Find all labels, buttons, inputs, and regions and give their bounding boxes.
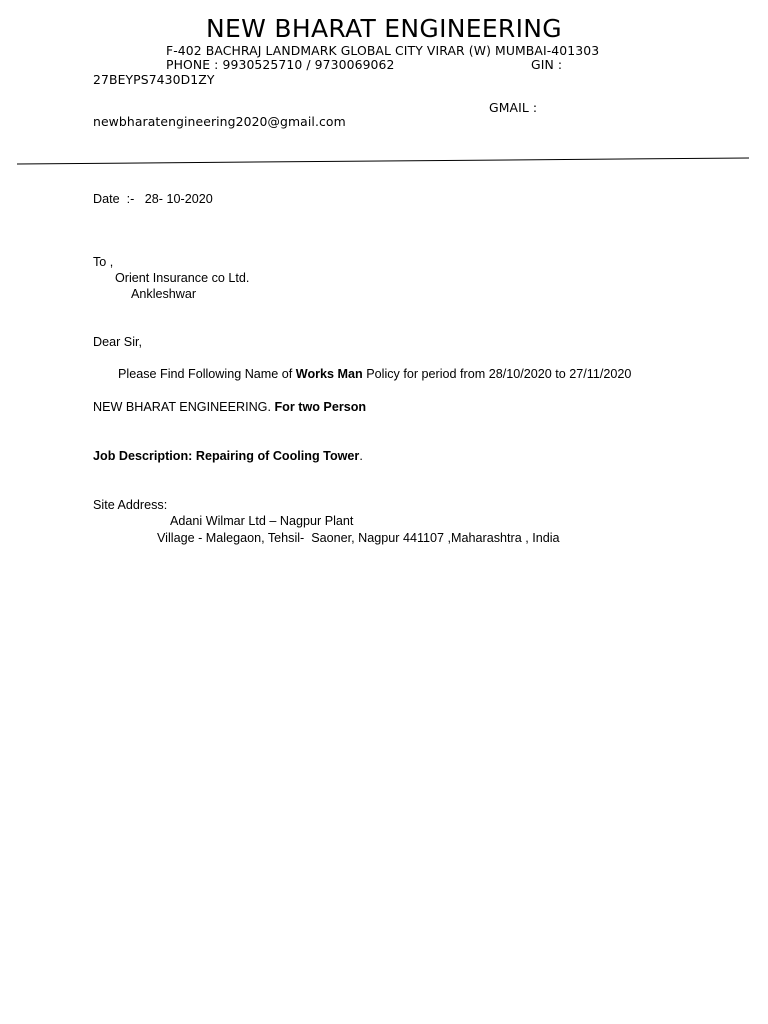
header-divider bbox=[0, 150, 768, 170]
company-address: F-402 BACHRAJ LANDMARK GLOBAL CITY VIRAR (W) MUMBAI-401303 bbox=[166, 43, 600, 58]
company-line-text: NEW BHARAT ENGINEERING. bbox=[93, 400, 275, 414]
company-name: NEW BHARAT ENGINEERING bbox=[206, 14, 562, 43]
date-label: Date :- bbox=[93, 192, 135, 206]
to-label: To , bbox=[93, 255, 114, 269]
policy-type: Works Man bbox=[295, 367, 363, 381]
company-phone: PHONE : 9930525710 / 9730069062 bbox=[166, 57, 395, 72]
recipient-name: Orient Insurance co Ltd. bbox=[115, 271, 250, 285]
job-description-period: . bbox=[359, 449, 363, 463]
job-description-line bbox=[93, 449, 363, 463]
gmail-value: newbharatengineering2020@gmail.com bbox=[93, 114, 346, 129]
gin-label: GIN : bbox=[531, 57, 563, 72]
policy-period: Policy for period from 28/10/2020 to 27/11/2020 bbox=[362, 367, 632, 381]
company-line bbox=[93, 400, 366, 414]
site-address: Village - Malegaon, Tehsil- Saoner, Nagpur 441107 ,Maharashtra , India bbox=[157, 531, 560, 545]
person-count: For two Person bbox=[274, 400, 367, 414]
recipient-city: Ankleshwar bbox=[131, 287, 197, 301]
site-name: Adani Wilmar Ltd – Nagpur Plant bbox=[170, 514, 354, 528]
gmail-label: GMAIL : bbox=[489, 100, 538, 115]
site-address-label: Site Address: bbox=[93, 498, 168, 512]
salutation: Dear Sir, bbox=[93, 335, 142, 349]
policy-text-prefix: Please Find Following Name of bbox=[118, 367, 296, 381]
policy-paragraph bbox=[118, 367, 631, 381]
date-line bbox=[93, 192, 213, 206]
gin-value: 27BEYPS7430D1ZY bbox=[93, 72, 215, 87]
date-value: 28- 10-2020 bbox=[144, 192, 213, 206]
job-description: Job Description: Repairing of Cooling Tower bbox=[93, 449, 360, 463]
